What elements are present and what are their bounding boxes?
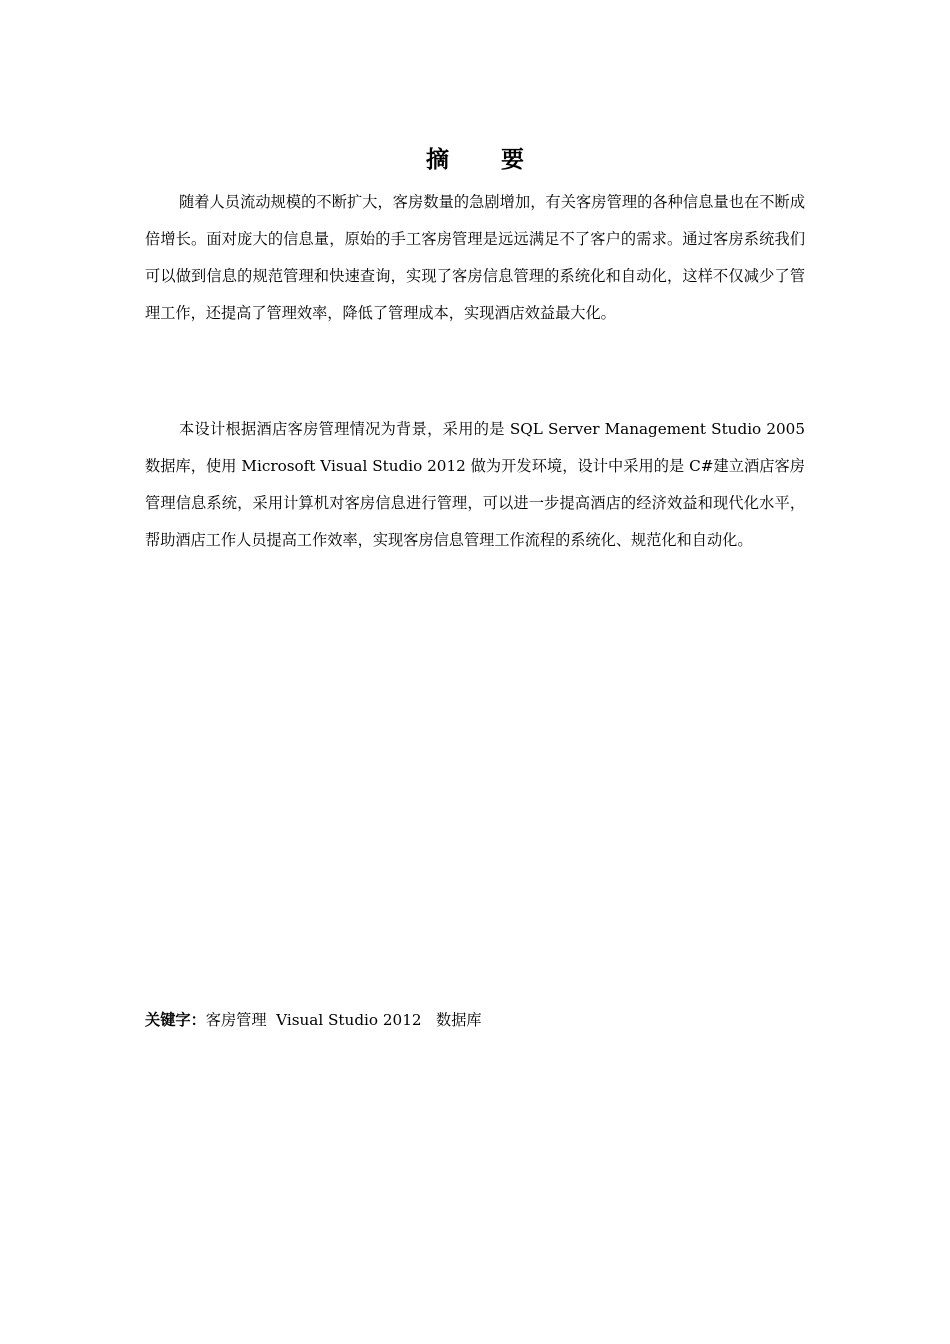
abstract-paragraph-1: 随着人员流动规模的不断扩大，客房数量的急剧增加，有关客房管理的各种信息量也在不断成倍增长。面对庞大的信息量，原始的手工客房管理是远远满足不了客户的需求。通过客房系统我们可以做到信息的规范管理和快速查询，实现了客房信息管理的系统化和自动化，这样不仅减少了管理工作，还提高了管理效率，降低了管理成本，实现酒店效益最大化。 (145, 193, 805, 322)
abstract-title: 摘 要 (425, 147, 546, 173)
keywords-line (145, 1006, 482, 1034)
keywords-label: 关键字： (145, 1011, 206, 1029)
keywords-text: 客房管理 Visual Studio 2012 数据库 (205, 1011, 482, 1029)
abstract-paragraph-2: 本设计根据酒店客房管理情况为背景，采用的是 SQL Server Management Studio 2005 数据库，使用 Microsoft Visual Studio 2012 做为开发环境，设计中采用的是 C#建立酒店客房管理信息系统，采用计算机对客房信息进行管理，可以进一步提高酒店的经济效益和现代化水平，帮助酒店工作人员提高工作效率，实现客房信息管理工作流程的系统化、规范化和自动化。 (145, 420, 805, 549)
